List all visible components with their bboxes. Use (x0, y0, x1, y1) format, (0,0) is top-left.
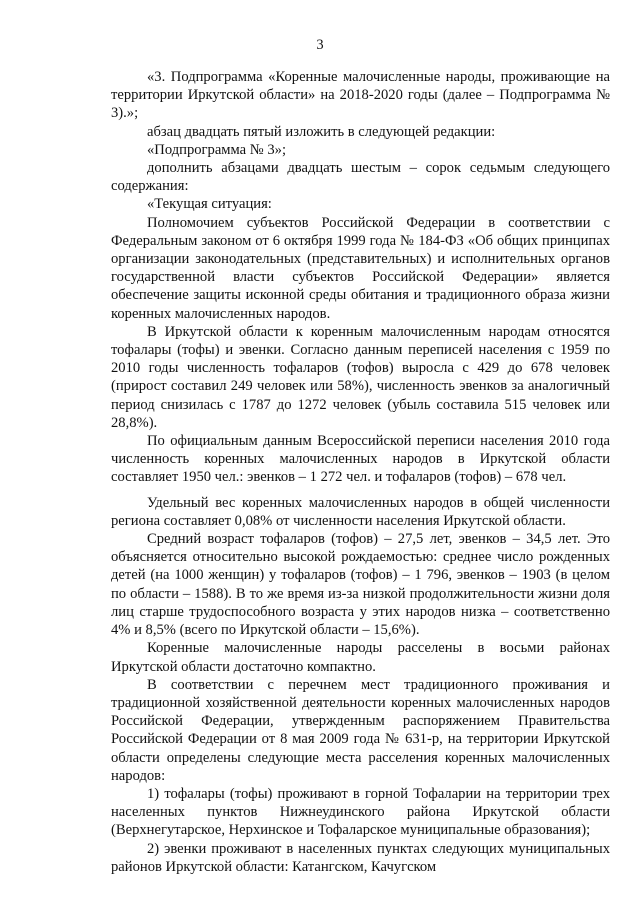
list-item-evenks: 2) эвенки проживают в населенных пунктах следующих муниципальных районов Иркутской области: Катангском, Качугском (111, 840, 610, 875)
list-item-tofalars: 1) тофалары (тофы) проживают в горной Тофаларии на территории трех населенных пунктов Нижнеудинского района Иркутской области (Верхнегутарское, Нерхинское и Тофаларское муниципальные образования); (111, 785, 610, 839)
paragraph-addition-instruction: дополнить абзацами двадцать шестым – сорок седьмым следующего содержания: (111, 160, 610, 195)
document-body (111, 68, 610, 876)
paragraph-average-age: Средний возраст тофаларов (тофов) – 27,5 лет, эвенков – 34,5 лет. Это объясняется относительно высокой рождаемостью: среднее число рожденных детей (на 1000 женщин) у тофаларов (тофов) – 1 796, эвенков – 1903 (в целом по области – 1588). В то же время из-за низкой продолжительности жизни доля лиц старше трудоспособного возраста у этих народов низка – соответственно 4% и 8,5% (всего по Иркутской области – 15,6%). (111, 531, 610, 639)
paragraph-census-2010: По официальным данным Всероссийской переписи населения 2010 года численность коренных малочисленных народов в Иркутской области составляет 1950 чел.: эвенков – 1 272 чел. и тофаларов (тофов) – 678 чел. (111, 433, 610, 486)
paragraph-census-dynamics: В Иркутской области к коренным малочисленным народам относятся тофалары (тофы) и эвенки. Согласно данным переписей населения с 1959 по 2010 годы численность тофаларов (тофов) выросла с 429 до 678 человек (прирост составил 249 человек или 58%), численность эвенков за аналогичный период снизилась с 1787 до 1272 человек (убыль составила 515 человек или 28,8%). (111, 323, 610, 431)
paragraph-subprogram-title: «3. Подпрограмма «Коренные малочисленные народы, проживающие на территории Иркутской области» на 2018-2020 годы (далее – Подпрограмма № 3).»; (111, 69, 610, 122)
paragraph-federal-law: Полномочием субъектов Российской Федерации в соответствии с Федеральным законом от 6 октября 1999 года № 184-ФЗ «Об общих принципах организации законодательных (представительных) и исполнительных органов государственной власти субъектов Российской Федерации» является обеспечение защиты исконной среды обитания и традиционного образа жизни коренных малочисленных народов. (111, 214, 610, 322)
paragraph-subprogram-label: «Подпрограмма № 3»; (147, 141, 287, 158)
paragraph-amendment-instruction: абзац двадцать пятый изложить в следующей редакции: (147, 123, 496, 140)
page-number: 3 (316, 37, 324, 53)
paragraph-current-situation-heading: «Текущая ситуация: (147, 196, 272, 213)
paragraph-settlement: Коренные малочисленные народы расселены в восьми районах Иркутской области достаточно компактно. (111, 640, 610, 675)
paragraph-population-share: Удельный вес коренных малочисленных народов в общей численности региона составляет 0,08% от численности населения Иркутской области. (111, 494, 610, 529)
paragraph-government-order: В соответствии с перечнем мест традиционного проживания и традиционной хозяйственной деятельности коренных малочисленных народов Российской Федерации, утвержденным распоряжением Правительства Российской Федерации от 8 мая 2009 года № 631-р, на территории Иркутской области определены следующие места расселения коренных малочисленных народов: (111, 676, 610, 784)
